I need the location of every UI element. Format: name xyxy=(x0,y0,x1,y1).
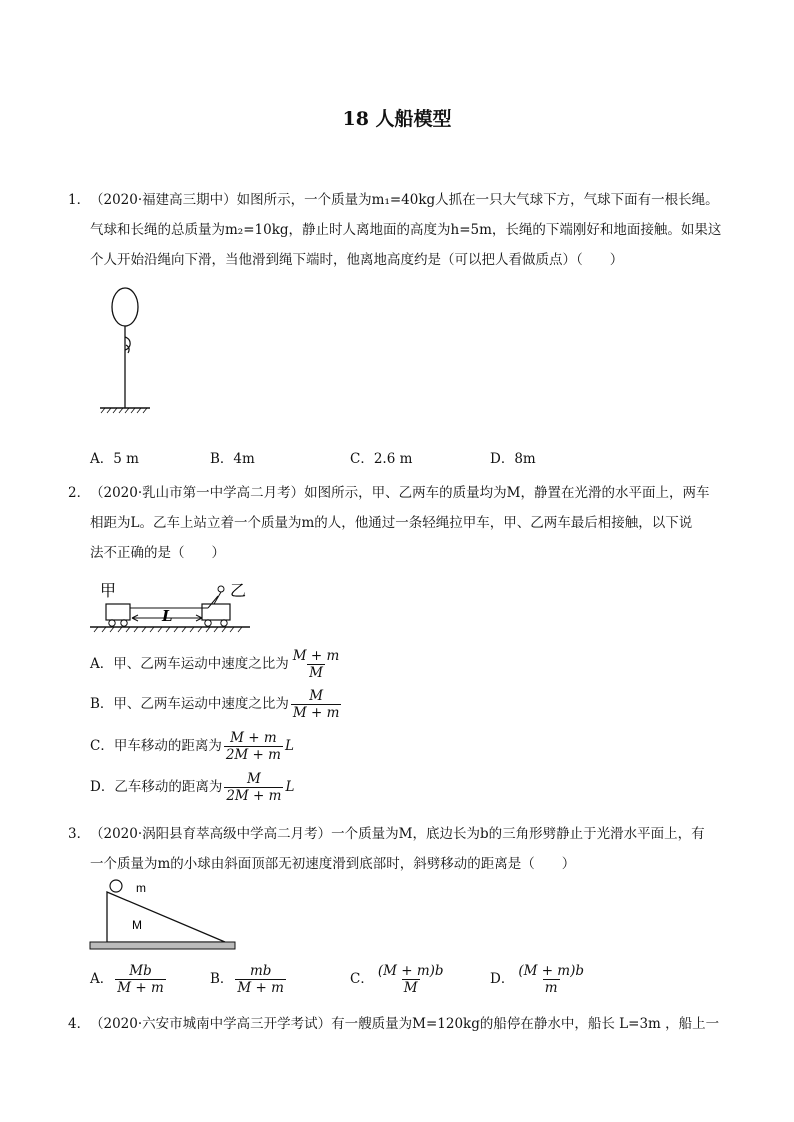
q3-option-a-den: M + m xyxy=(117,980,164,996)
q1-number: 1． xyxy=(68,192,91,208)
q2-line-2: 相距为L。乙车上站立着一个质量为m的人，他通过一条轻绳拉甲车，甲、乙两车最后相接触，以下说 xyxy=(90,515,693,531)
q3-option-d-den: m xyxy=(544,980,558,996)
q2-option-a-num: M + m xyxy=(292,648,340,664)
q1-balloon-figure xyxy=(95,285,155,415)
q2-label-right: 乙 xyxy=(230,581,247,600)
q3-line-2: 一个质量为m的小球由斜面顶部无初速度滑到底部时，斜劈移动的距离是（ ） xyxy=(90,856,576,872)
q3-option-d-num: (M + m)b xyxy=(518,963,585,979)
q3-label-ball: m xyxy=(136,881,146,895)
q2-option-c-num: M + m xyxy=(230,730,277,746)
q2-option-b-text: B．甲、乙两车运动中速度之比为 xyxy=(90,696,289,712)
q2-label-distance: L xyxy=(162,607,173,625)
q2-option-d-text: D．乙车移动的距离为 xyxy=(90,779,223,795)
q2-option-d-den: 2M + m xyxy=(226,788,282,804)
q2-option-b-num: M xyxy=(309,688,324,704)
q2-option-b-den: M + m xyxy=(292,705,340,721)
q3-option-b xyxy=(210,963,288,996)
q3-option-b-den: M + m xyxy=(237,980,284,996)
q3-option-c-num: (M + m)b xyxy=(377,963,444,979)
q2-option-c-den: 2M + m xyxy=(225,747,281,763)
q2-option-d-num: M xyxy=(246,771,261,787)
q3-option-c-den: M xyxy=(403,980,418,996)
q1-option-b: B．4m xyxy=(210,451,255,467)
page-title: 18 人船模型 xyxy=(342,108,452,130)
q3-option-d-text: D． xyxy=(490,971,515,987)
q3-wedge-figure xyxy=(90,878,240,954)
q3-option-b-text: B． xyxy=(210,971,234,987)
q4-line-1: （2020·六安市城南中学高三开学考试）有一艘质量为M=120kg的船停在静水中，船长 L=3m ，船上一 xyxy=(90,1016,720,1032)
q2-option-c-fraction xyxy=(224,730,283,763)
q3-option-b-fraction xyxy=(235,963,286,996)
q1-option-c: C．2.6 m xyxy=(350,451,413,467)
q2-option-c-tail: L xyxy=(284,738,294,754)
q3-option-d-fraction xyxy=(516,963,586,996)
q3-option-b-num: mb xyxy=(249,963,272,979)
q1-option-d: D．8m xyxy=(490,451,536,467)
q4-number: 4． xyxy=(68,1016,91,1032)
q2-option-d xyxy=(90,771,294,804)
q1-option-a: A．5 m xyxy=(90,451,139,467)
q2-option-d-tail: L xyxy=(285,779,295,795)
q2-carts-figure xyxy=(90,578,260,634)
q2-option-a-text: A．甲、乙两车运动中速度之比为 xyxy=(90,656,289,672)
q3-number: 3． xyxy=(68,826,91,842)
q2-option-a-fraction xyxy=(291,648,342,681)
q2-option-d-fraction xyxy=(224,771,283,804)
q3-option-a-text: A． xyxy=(90,971,114,987)
q3-option-c xyxy=(350,963,448,996)
q1-line-1: （2020·福建高三期中）如图所示，一个质量为m₁=40kg人抓在一只大气球下方，气球下面有一根长绳。 xyxy=(90,192,719,208)
q2-line-3: 法不正确的是（ ） xyxy=(90,545,225,561)
q2-option-c-text: C．甲车移动的距离为 xyxy=(90,738,222,754)
q2-line-1: （2020·乳山市第一中学高二月考）如图所示，甲、乙两车的质量均为M，静置在光滑的水平面上，两车 xyxy=(90,485,710,501)
q1-line-3: 个人开始沿绳向下滑，当他滑到绳下端时，他离地高度约是（可以把人看做质点）（ ） xyxy=(90,252,624,268)
q3-line-1: （2020·涡阳县育萃高级中学高二月考）一个质量为M，底边长为b的三角形劈静止于光滑水平面上，有 xyxy=(90,826,705,842)
q3-option-c-text: C． xyxy=(350,971,374,987)
q2-number: 2． xyxy=(68,485,91,501)
q2-option-b-fraction xyxy=(291,688,342,721)
q3-option-d xyxy=(490,963,588,996)
q3-option-a xyxy=(90,963,168,996)
q1-line-2: 气球和长绳的总质量为m₂=10kg，静止时人离地面的高度为h=5m，长绳的下端刚好和地面接触。如果这 xyxy=(90,222,722,238)
q2-label-left: 甲 xyxy=(100,581,117,600)
q3-option-a-fraction xyxy=(115,963,166,996)
q3-option-a-num: Mb xyxy=(129,963,152,979)
q2-option-a xyxy=(90,648,343,681)
q2-option-a-den: M xyxy=(309,665,323,681)
q3-label-wedge: M xyxy=(132,918,142,932)
q2-option-c xyxy=(90,730,294,763)
q3-option-c-fraction xyxy=(376,963,446,996)
q2-option-b xyxy=(90,688,343,721)
